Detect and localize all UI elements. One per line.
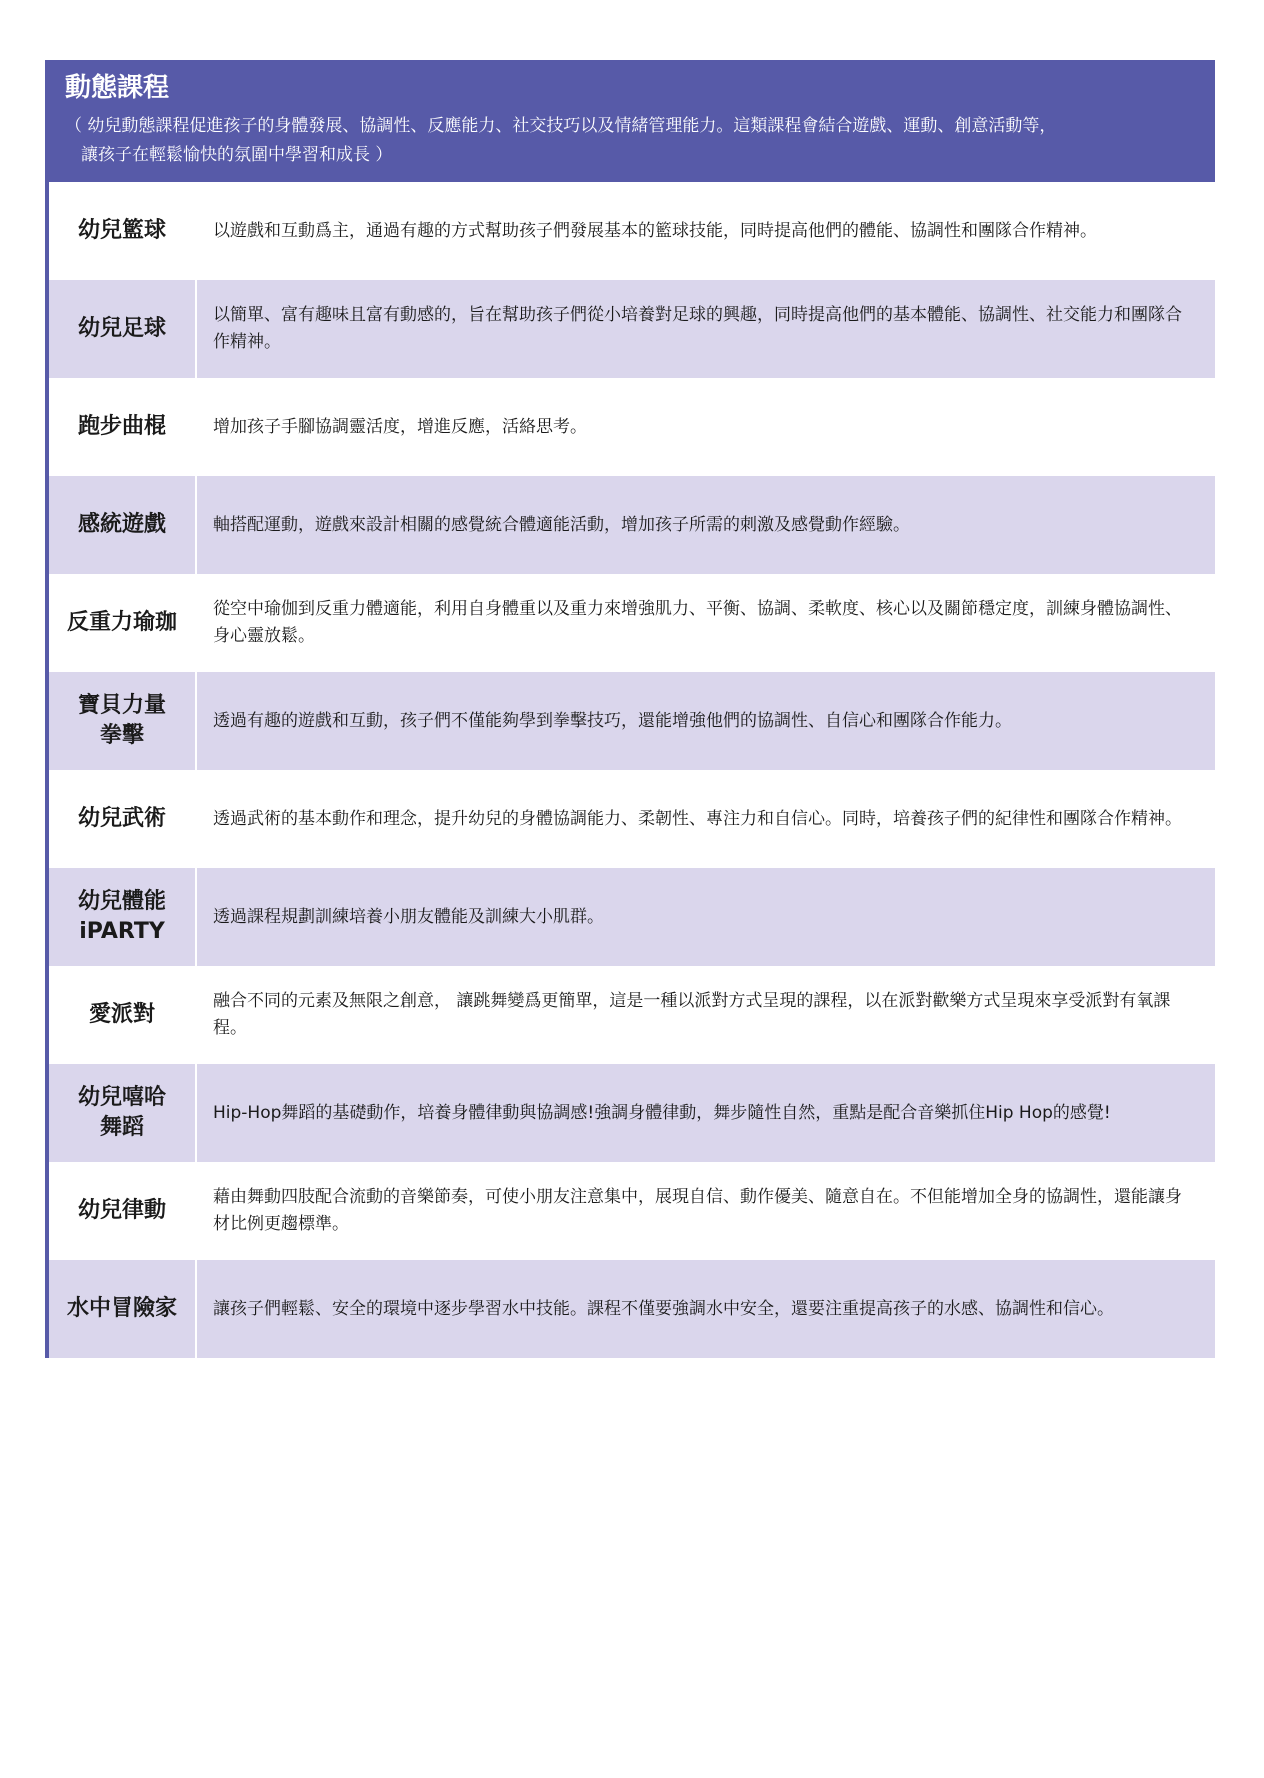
course-name: [49, 574, 195, 672]
course-description: 以遊戲和互動爲主，通過有趣的方式幫助孩子們發展基本的籃球技能，同時提高他們的體能、協調性和團隊合作精神。: [195, 182, 1215, 280]
course-description: 增加孩子手腳協調靈活度，增進反應，活絡思考。: [195, 378, 1215, 476]
course-description: 融合不同的元素及無限之創意， 讓跳舞變爲更簡單，這是一種以派對方式呈現的課程，以在派對歡樂方式呈現來享受派對有氧課程。: [195, 966, 1215, 1064]
course-name-line: 幼兒武術: [77, 806, 166, 831]
course-description: 透過有趣的遊戲和互動，孩子們不僅能夠學到拳擊技巧，還能增強他們的協調性、自信心和團隊合作能力。: [195, 672, 1215, 770]
course-row: [49, 1260, 1215, 1358]
course-description: 軸搭配運動，遊戲來設計相關的感覺統合體適能活動，增加孩子所需的刺激及感覺動作經驗。: [195, 476, 1215, 574]
course-name: [49, 672, 195, 770]
course-row: [49, 378, 1215, 476]
course-name: [49, 1260, 195, 1358]
course-row: [49, 476, 1215, 574]
course-row: [49, 280, 1215, 378]
course-description: 透過武術的基本動作和理念，提升幼兒的身體協調能力、柔韌性、專注力和自信心。同時，培養孩子們的紀律性和團隊合作精神。: [195, 770, 1215, 868]
course-description: Hip-Hop舞蹈的基礎動作，培養身體律動與協調感!強調身體律動，舞步隨性自然，重點是配合音樂抓住Hip Hop的感覺!: [195, 1064, 1215, 1162]
course-description: 以簡單、富有趣味且富有動感的，旨在幫助孩子們從小培養對足球的興趣，同時提高他們的基本體能、協調性、社交能力和團隊合作精神。: [195, 280, 1215, 378]
course-name: [49, 868, 195, 966]
course-name-line: 寶貝力量: [77, 693, 166, 718]
course-name: [49, 770, 195, 868]
course-name-line: iPARTY: [79, 919, 165, 944]
course-name-line: 幼兒嘻哈: [77, 1085, 166, 1110]
course-row: [49, 672, 1215, 770]
course-description: 從空中瑜伽到反重力體適能，利用自身體重以及重力來增強肌力、平衡、協調、柔軟度、核心以及關節穩定度，訓練身體協調性、身心靈放鬆。: [195, 574, 1215, 672]
course-row: [49, 182, 1215, 280]
header-description: [65, 112, 1203, 170]
course-name-line: 舞蹈: [99, 1115, 144, 1140]
course-row: [49, 770, 1215, 868]
course-name: [49, 966, 195, 1064]
page-title: 動態課程: [65, 73, 170, 103]
course-name-line: 幼兒律動: [77, 1198, 166, 1223]
course-name: [49, 1064, 195, 1162]
course-row: [49, 1064, 1215, 1162]
header-description-line: （ 幼兒動態課程促進孩子的身體發展、協調性、反應能力、社交技巧以及情緒管理能力。這類課程會結合遊戲、運動、創意活動等，: [65, 116, 1057, 136]
header-description-line: 讓孩子在輕鬆愉快的氛圍中學習和成長 ）: [81, 145, 393, 165]
course-name-line: 幼兒籃球: [77, 218, 166, 243]
course-name: [49, 280, 195, 378]
course-name: [49, 378, 195, 476]
course-row: [49, 574, 1215, 672]
course-name-line: 感統遊戲: [77, 512, 166, 537]
course-table: [45, 60, 1215, 1358]
course-name: [49, 182, 195, 280]
course-row: [49, 966, 1215, 1064]
course-name-line: 跑步曲棍: [77, 414, 166, 439]
course-name: [49, 1162, 195, 1260]
course-name-line: 幼兒足球: [77, 316, 166, 341]
course-name-line: 拳擊: [99, 723, 144, 748]
course-name-line: 反重力瑜珈: [66, 610, 177, 635]
course-name-line: 水中冒險家: [66, 1296, 177, 1321]
course-name-line: 幼兒體能: [77, 889, 166, 914]
course-name: [49, 476, 195, 574]
course-description: 藉由舞動四肢配合流動的音樂節奏，可使小朋友注意集中，展現自信、動作優美、隨意自在。不但能增加全身的協調性，還能讓身材比例更趨標準。: [195, 1162, 1215, 1260]
course-description: 透過課程規劃訓練培養小朋友體能及訓練大小肌群。: [195, 868, 1215, 966]
course-name-line: 愛派對: [88, 1002, 155, 1027]
course-row: [49, 868, 1215, 966]
course-description: 讓孩子們輕鬆、安全的環境中逐步學習水中技能。課程不僅要強調水中安全，還要注重提高孩子的水感、協調性和信心。: [195, 1260, 1215, 1358]
course-row: [49, 1162, 1215, 1260]
table-header: [49, 60, 1215, 182]
